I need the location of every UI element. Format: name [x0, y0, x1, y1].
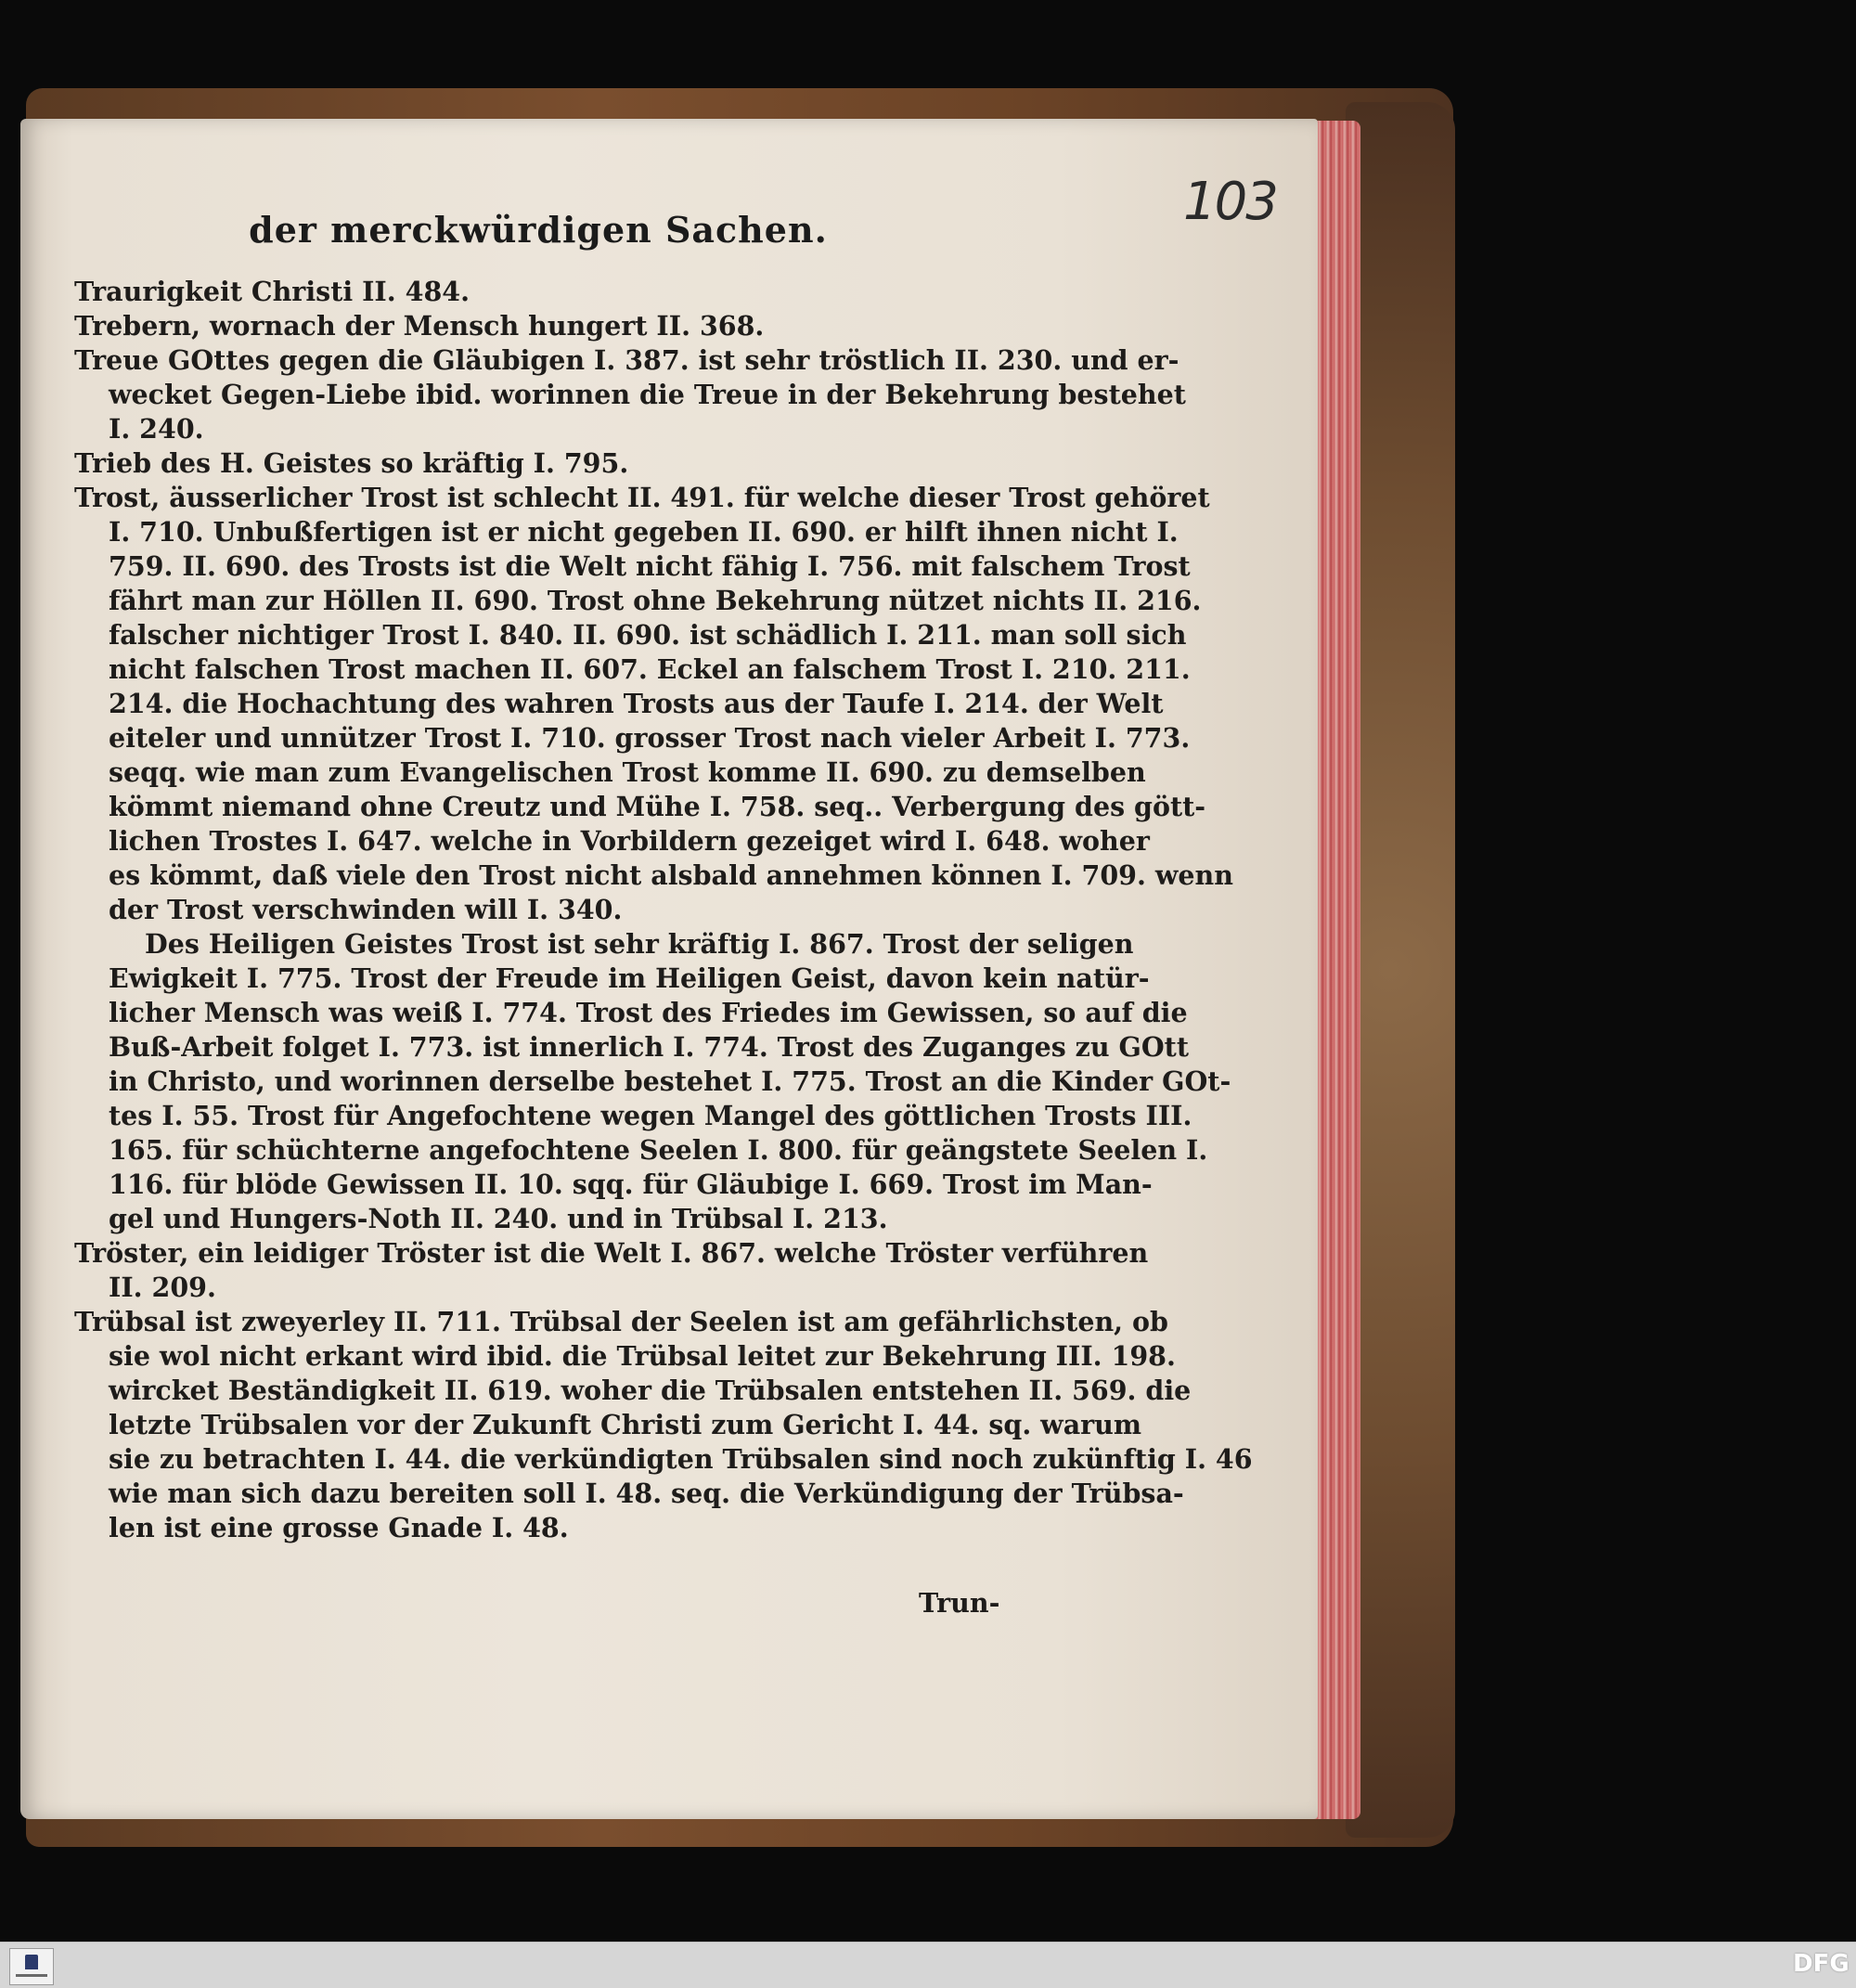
viewer-footer-bar — [0, 1942, 1856, 1988]
text-line: kömmt niemand ohne Creutz und Mühe I. 758. seq.. Verbergung des gött- — [109, 791, 1206, 822]
text-line: Trübsal ist zweyerley II. 711. Trübsal der Seelen ist am gefährlichsten, ob — [74, 1306, 1168, 1337]
text-line: Buß-Arbeit folget I. 773. ist innerlich I. 774. Trost des Zuganges zu GOtt — [109, 1031, 1189, 1063]
text-line: eiteler und unnützer Trost I. 710. grosser Trost nach vieler Arbeit I. 773. — [109, 722, 1191, 754]
text-line: I. 710. Unbußfertigen ist er nicht gegeben II. 690. er hilft ihnen nicht I. — [109, 516, 1179, 548]
library-logo-icon — [9, 1948, 54, 1985]
text-line: Trebern, wornach der Mensch hungert II. 368. — [74, 310, 765, 342]
text-line: Trost, äusserlicher Trost ist schlecht II. 491. für welche dieser Trost gehöret — [74, 482, 1210, 513]
text-line: der Trost verschwinden will I. 340. — [109, 894, 623, 925]
dfg-logo: DFG — [1793, 1950, 1850, 1978]
running-header: der merckwürdigen Sachen. — [249, 209, 828, 251]
text-line: Ewigkeit I. 775. Trost der Freude im Heiligen Geist, davon kein natür- — [109, 962, 1150, 994]
text-line: in Christo, und worinnen derselbe bestehet I. 775. Trost an die Kinder GOt- — [109, 1065, 1231, 1097]
text-line: seqq. wie man zum Evangelischen Trost komme II. 690. zu demselben — [109, 756, 1146, 788]
index-text — [74, 275, 1253, 1545]
text-line: letzte Trübsalen vor der Zukunft Christi zum Gericht I. 44. sq. warum — [109, 1409, 1142, 1440]
library-logo-bar — [16, 1974, 47, 1977]
text-line: licher Mensch was weiß I. 774. Trost des Friedes im Gewissen, so auf die — [109, 997, 1188, 1028]
text-line: 759. II. 690. des Trosts ist die Welt nicht fähig I. 756. mit falschem Trost — [109, 550, 1191, 582]
text-line: 165. für schüchterne angefochtene Seelen I. 800. für geängstete Seelen I. — [109, 1134, 1208, 1166]
text-line: len ist eine grosse Gnade I. 48. — [109, 1512, 569, 1543]
text-line: wecket Gegen-Liebe ibid. worinnen die Treue in der Bekehrung bestehet — [109, 379, 1186, 410]
text-line: Trieb des H. Geistes so kräftig I. 795. — [74, 447, 629, 479]
text-line: tes I. 55. Trost für Angefochtene wegen Mangel des göttlichen Trosts III. — [109, 1100, 1192, 1131]
book-cover-edge — [1346, 102, 1455, 1838]
text-line: Traurigkeit Christi II. 484. — [74, 276, 470, 307]
text-line: sie wol nicht erkant wird ibid. die Trübsal leitet zur Bekehrung III. 198. — [109, 1340, 1176, 1372]
text-line: nicht falschen Trost machen II. 607. Eckel an falschem Trost I. 210. 211. — [109, 653, 1191, 685]
text-line: es kömmt, daß viele den Trost nicht alsbald annehmen können I. 709. wenn — [109, 859, 1233, 891]
library-logo-mark — [25, 1955, 38, 1969]
text-line: Treue GOttes gegen die Gläubigen I. 387. ist sehr tröstlich II. 230. und er- — [74, 344, 1179, 376]
text-line: lichen Trostes I. 647. welche in Vorbildern gezeiget wird I. 648. woher — [109, 825, 1150, 857]
catchword: Trun- — [919, 1587, 1000, 1619]
text-line: 116. für blöde Gewissen II. 10. sqq. für Gläubige I. 669. Trost im Man- — [109, 1168, 1153, 1200]
page-number: 103 — [1183, 172, 1277, 232]
text-line: Des Heiligen Geistes Trost ist sehr kräftig I. 867. Trost der seligen — [145, 928, 1134, 960]
text-line: 214. die Hochachtung des wahren Trosts aus der Taufe I. 214. der Welt — [109, 688, 1164, 719]
text-line: sie zu betrachten I. 44. die verkündigten Trübsalen sind noch zukünftig I. 46 — [109, 1443, 1253, 1475]
text-line: II. 209. — [109, 1272, 216, 1303]
text-line: Tröster, ein leidiger Tröster ist die Welt I. 867. welche Tröster verführen — [74, 1237, 1149, 1269]
text-line: wie man sich dazu bereiten soll I. 48. seq. die Verkündigung der Trübsa- — [109, 1478, 1184, 1509]
text-line: I. 240. — [109, 413, 204, 445]
text-line: gel und Hungers-Noth II. 240. und in Trübsal I. 213. — [109, 1203, 888, 1234]
text-line: wircket Beständigkeit II. 619. woher die Trübsalen entstehen II. 569. die — [109, 1375, 1192, 1406]
text-line: fährt man zur Höllen II. 690. Trost ohne Bekehrung nützet nichts II. 216. — [109, 585, 1202, 616]
text-line: falscher nichtiger Trost I. 840. II. 690. ist schädlich I. 211. man soll sich — [109, 619, 1187, 651]
